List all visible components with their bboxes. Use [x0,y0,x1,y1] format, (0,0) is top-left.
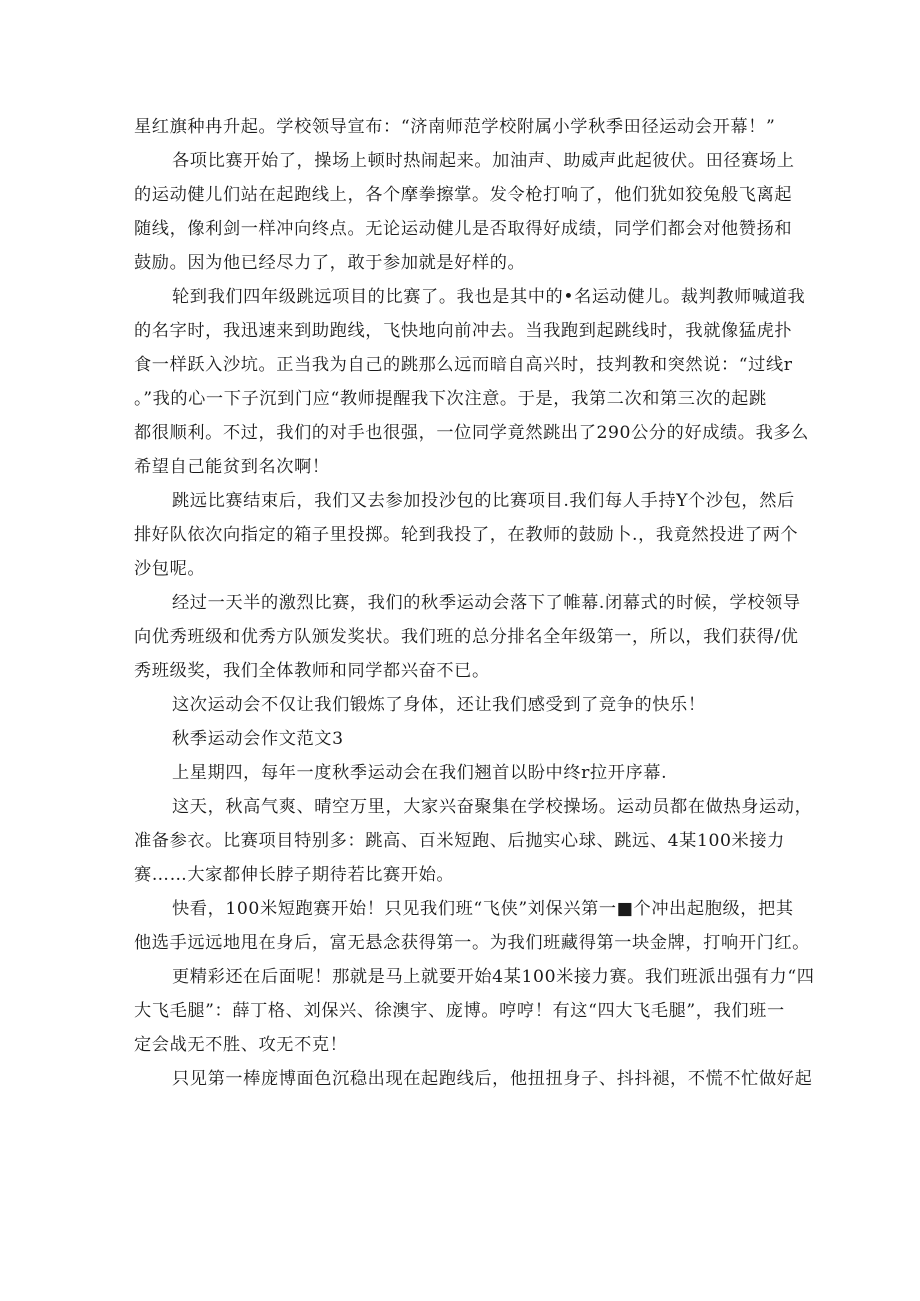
text-line: 这次运动会不仅让我们锻炼了身体，还让我们感受到了竞争的快乐！ [172,695,706,715]
text-line: 向优秀班级和优秀方队颁发奖状。我们班的总分排名全年级第一，所以，我们获得/优 [134,627,799,647]
text-line: 排好队依次向指定的箱子里投掷。轮到我投了，在教师的鼓励卜.，我竟然投进了两个 [134,525,799,545]
text-line: 轮到我们四年级跳远项目的比赛了。我也是其中的•名运动健儿。裁判教师喊道我 [172,287,806,307]
paragraph [134,586,801,688]
document-body [134,110,815,1096]
text-line: 更精彩还在后面呢！那就是马上就要开始4某100米接力赛。我们班派出强有力“四 [172,967,815,987]
text-line: 随线，像利剑一样冲向终点。无论运动健儿是否取得好成绩，同学们都会对他赞扬和 [134,219,793,239]
text-line: 只见第一棒庞博面色沉稳出现在起跑线后，他扭扭身子、抖抖褪，不慌不忙做好起 [172,1069,813,1089]
text-line: 食一样跃入沙坑。正当我为自己的跳那么远而暗自高兴时，技判教和突然说：“过线r [134,355,793,375]
text-line: 秀班级奖，我们全体教师和同学都兴奋不已。 [134,661,490,681]
paragraph [134,280,809,484]
text-line: 鼓励。因为他已经尽力了，敢于参加就是好样的。 [134,253,526,273]
paragraph [134,688,784,722]
paragraph [134,484,799,586]
text-line: 。”我的心一下子沉到门应“教师提醒我下次注意。于是，我第二次和第三次的起跳 [134,389,767,409]
text-line: 上星期四，每年一度秋季运动会在我们翘首以盼中终r拉开序幕. [172,763,668,783]
paragraph [134,960,815,1062]
paragraph [134,144,795,280]
text-line: 秋季运动会作文范文3 [172,729,344,749]
text-line: 星红旗种冉升起。学校领导宣布：“济南师范学校附属小学秋季田径运动会开幕！” [134,117,776,137]
text-line: 大飞毛腿”：薛丁格、刘保兴、徐澳宇、庞博。哼哼！有这“四大飞毛腿”，我们班一 [134,1001,785,1021]
paragraph [134,110,784,144]
paragraph [134,722,784,756]
paragraph [134,790,813,892]
text-line: 准备参衣。比赛项目特别多：跳高、百米短跑、后抛实心球、跳远、4某100米接力 [134,831,785,851]
text-line: 他选手远远地甩在身后，富无悬念获得第一。为我们班藏得第一块金牌，打响开门红。 [134,933,810,953]
text-line: 都很顺利。不过，我们的对手也很强，一位同学竟然跳出了290公分的好成绩。我多么 [134,423,809,443]
text-line: 快看，100米短跑赛开始！只见我们班“飞侠”刘保兴第一■个冲出起胞级，把其 [172,899,794,919]
text-line: 的名字时，我迅速来到助跑线，飞快地向前冲去。当我跑到起跳线时，我就像猛虎扑 [134,321,793,341]
text-line: 这天，秋高气爽、晴空万里，大家兴奋聚集在学校操场。运动员都在做热身运动， [172,797,813,817]
text-line: 跳远比赛结束后，我们又去参加投沙包的比赛项目.我们每人手持Y个沙包，然后 [172,491,795,511]
text-line: 沙包呢。 [134,559,206,579]
text-line: 希望自己能贫到名次啊！ [134,457,330,477]
paragraph [134,1062,813,1096]
text-line: 各项比赛开始了，操场上顿时热闹起来。加油声、助威声此起彼伏。田径赛场上 [172,151,795,171]
paragraph [134,892,810,960]
text-line: 定会战无不胜、攻无不克！ [134,1035,348,1055]
paragraph [134,756,784,790]
text-line: 经过一天半的激烈比赛，我们的秋季运动会落下了帷幕.闭幕式的时候，学校领导 [172,593,801,613]
text-line: 赛……大家都伸长脖子期待若比赛开始。 [134,865,455,885]
text-line: 的运动健儿们站在起跑线上，各个摩拳擦掌。发令枪打响了，他们犹如狡兔般飞离起 [134,185,793,205]
